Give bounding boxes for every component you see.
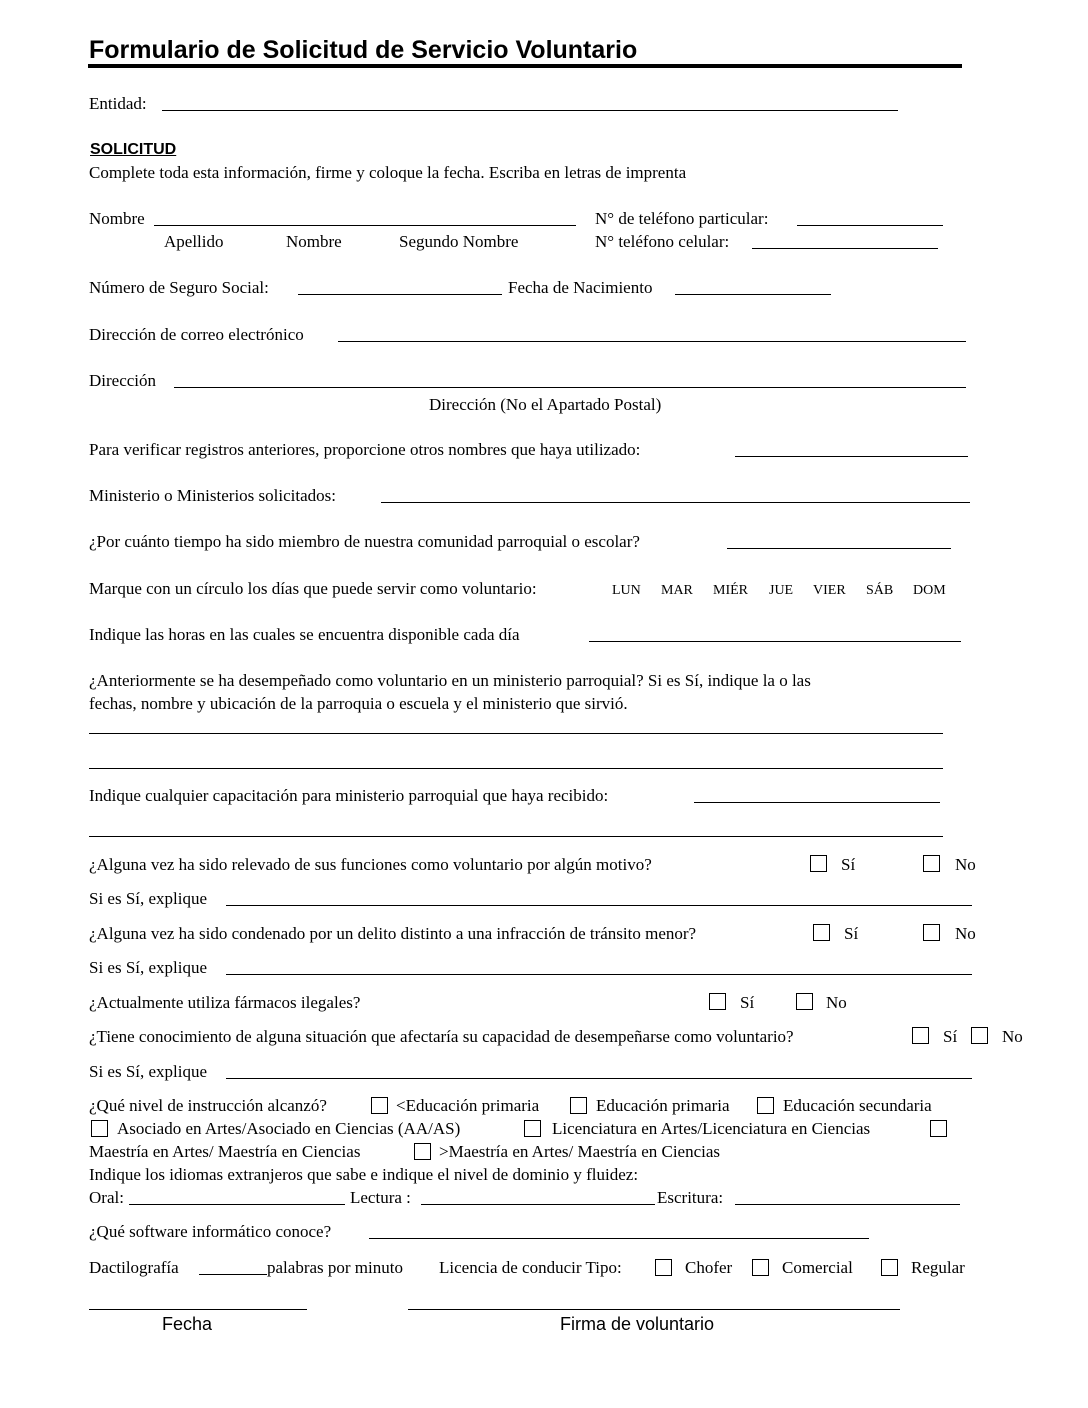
name-sublabel-first: Nombre [286, 232, 342, 251]
birthdate-field[interactable] [675, 294, 831, 295]
address-label: Dirección [89, 371, 157, 390]
address-field[interactable] [174, 387, 966, 388]
convicted-no-checkbox[interactable] [923, 924, 940, 941]
prior-service-line2: fechas, nombre y ubicación de la parroquia o escuela y el ministerio que sirvió. [89, 694, 628, 713]
form-title: Formulario de Solicitud de Servicio Voluntario [89, 36, 638, 64]
ssn-label: Número de Seguro Social: [89, 278, 269, 297]
ministries-field[interactable] [381, 502, 970, 503]
education-checkbox-1[interactable] [371, 1097, 388, 1114]
capacity-yes-label: Sí [943, 1027, 958, 1046]
convicted-yes-checkbox[interactable] [813, 924, 830, 941]
prior-service-line1: ¿Anteriormente se ha desempeñado como voluntario en un ministerio parroquial? Si es Sí, indique la o las [89, 671, 811, 690]
other-names-field[interactable] [735, 456, 968, 457]
question-convicted: ¿Alguna vez ha sido condenado por un delito distinto a una infracción de tránsito menor? [89, 924, 697, 943]
license-comercial-checkbox[interactable] [752, 1259, 769, 1276]
training-field-1[interactable] [694, 802, 940, 803]
education-checkbox-5[interactable] [524, 1120, 541, 1137]
drugs-yes-label: Sí [740, 993, 755, 1012]
question-drugs: ¿Actualmente utiliza fármacos ilegales? [89, 993, 361, 1012]
drugs-no-checkbox[interactable] [796, 993, 813, 1010]
license-label: Licencia de conducir Tipo: [439, 1258, 622, 1277]
education-option-3: Educación secundaria [783, 1096, 932, 1115]
day-mon[interactable]: LUN [612, 583, 641, 598]
date-label: Fecha [162, 1314, 213, 1334]
education-option-6: Maestría en Artes/ Maestría en Ciencias [89, 1142, 361, 1161]
name-sublabel-last: Apellido [164, 232, 224, 251]
name-sublabel-middle: Segundo Nombre [399, 232, 519, 251]
languages-label: Indique los idiomas extranjeros que sabe e indique el nivel de dominio y fluidez: [89, 1165, 639, 1184]
training-field-2[interactable] [89, 836, 943, 837]
typing-field[interactable] [199, 1274, 267, 1275]
phone-home-label: N° de teléfono particular: [595, 209, 769, 228]
education-label: ¿Qué nivel de instrucción alcanzó? [89, 1096, 327, 1115]
signature-field[interactable] [408, 1309, 900, 1310]
days-label: Marque con un círculo los días que puede servir como voluntario: [89, 579, 537, 598]
education-checkbox-6[interactable] [930, 1120, 947, 1137]
license-chofer-checkbox[interactable] [655, 1259, 672, 1276]
convicted-explain-label: Si es Sí, explique [89, 958, 208, 977]
drugs-no-label: No [826, 993, 847, 1012]
drugs-yes-checkbox[interactable] [709, 993, 726, 1010]
entity-label: Entidad: [89, 94, 147, 113]
capacity-explain-label: Si es Sí, explique [89, 1062, 208, 1081]
phone-cell-label: N° teléfono celular: [595, 232, 730, 251]
day-sat[interactable]: SÁB [866, 583, 894, 598]
phone-home-field[interactable] [797, 225, 943, 226]
convicted-no-label: No [955, 924, 976, 943]
license-comercial-label: Comercial [782, 1258, 853, 1277]
reading-field[interactable] [421, 1204, 655, 1205]
membership-field[interactable] [727, 548, 951, 549]
ministries-label: Ministerio o Ministerios solicitados: [89, 486, 336, 505]
license-chofer-label: Chofer [685, 1258, 733, 1277]
day-wed[interactable]: MIÉR [713, 583, 748, 598]
capacity-yes-checkbox[interactable] [912, 1027, 929, 1044]
capacity-explain-field[interactable] [226, 1078, 972, 1079]
signature-label: Firma de voluntario [560, 1314, 715, 1334]
reading-label: Lectura : [350, 1188, 411, 1207]
ssn-field[interactable] [298, 294, 502, 295]
education-option-5: Licenciatura en Artes/Licenciatura en Ciencias [552, 1119, 871, 1138]
hours-field[interactable] [589, 641, 961, 642]
email-label: Dirección de correo electrónico [89, 325, 304, 344]
typing-label: Dactilografía [89, 1258, 179, 1277]
question-capacity: ¿Tiene conocimiento de alguna situación que afectaría su capacidad de desempeñarse como voluntario? [89, 1027, 794, 1046]
section-title: SOLICITUD [90, 141, 177, 158]
phone-cell-field[interactable] [752, 248, 938, 249]
capacity-no-label: No [1002, 1027, 1023, 1046]
name-field[interactable] [154, 225, 576, 226]
convicted-yes-label: Sí [844, 924, 859, 943]
address-sublabel: Dirección (No el Apartado Postal) [429, 395, 662, 414]
hours-label: Indique las horas en las cuales se encuentra disponible cada día [89, 625, 520, 644]
membership-label: ¿Por cuánto tiempo ha sido miembro de nuestra comunidad parroquial o escolar? [89, 532, 640, 551]
date-field[interactable] [89, 1309, 307, 1310]
education-option-2: Educación primaria [596, 1096, 730, 1115]
convicted-explain-field[interactable] [226, 974, 972, 975]
dismissed-explain-field[interactable] [226, 905, 972, 906]
day-fri[interactable]: VIER [813, 583, 846, 598]
dismissed-no-checkbox[interactable] [923, 855, 940, 872]
education-checkbox-7[interactable] [414, 1143, 431, 1160]
writing-label: Escritura: [657, 1188, 724, 1207]
dismissed-explain-label: Si es Sí, explique [89, 889, 208, 908]
education-checkbox-4[interactable] [91, 1120, 108, 1137]
education-checkbox-3[interactable] [757, 1097, 774, 1114]
education-option-7: >Maestría en Artes/ Maestría en Ciencias [439, 1142, 721, 1161]
writing-field[interactable] [735, 1204, 960, 1205]
oral-label: Oral: [89, 1188, 124, 1207]
day-tue[interactable]: MAR [661, 583, 693, 598]
day-thu[interactable]: JUE [769, 583, 794, 598]
license-regular-label: Regular [911, 1258, 965, 1277]
dismissed-yes-label: Sí [841, 855, 856, 874]
dismissed-yes-checkbox[interactable] [810, 855, 827, 872]
prior-service-field-1[interactable] [89, 733, 943, 734]
email-field[interactable] [338, 341, 966, 342]
education-option-1: <Educación primaria [396, 1096, 540, 1115]
education-checkbox-2[interactable] [570, 1097, 587, 1114]
dismissed-no-label: No [955, 855, 976, 874]
software-label: ¿Qué software informático conoce? [89, 1222, 332, 1241]
software-field[interactable] [369, 1238, 869, 1239]
question-dismissed: ¿Alguna vez ha sido relevado de sus funciones como voluntario por algún motivo? [89, 855, 652, 874]
wpm-label: palabras por minuto [267, 1258, 403, 1277]
education-option-4: Asociado en Artes/Asociado en Ciencias (AA/AS) [117, 1119, 461, 1138]
prior-service-field-2[interactable] [89, 768, 943, 769]
oral-field[interactable] [129, 1204, 345, 1205]
day-sun[interactable]: DOM [913, 583, 946, 598]
entity-field[interactable] [162, 110, 898, 111]
license-regular-checkbox[interactable] [881, 1259, 898, 1276]
instructions: Complete toda esta información, firme y coloque la fecha. Escriba en letras de imprenta [89, 163, 687, 182]
other-names-label: Para verificar registros anteriores, proporcione otros nombres que haya utilizado: [89, 440, 641, 459]
birthdate-label: Fecha de Nacimiento [508, 278, 653, 297]
capacity-no-checkbox[interactable] [971, 1027, 988, 1044]
name-label: Nombre [89, 209, 145, 228]
title-rule [88, 64, 962, 68]
training-label: Indique cualquier capacitación para ministerio parroquial que haya recibido: [89, 786, 609, 805]
